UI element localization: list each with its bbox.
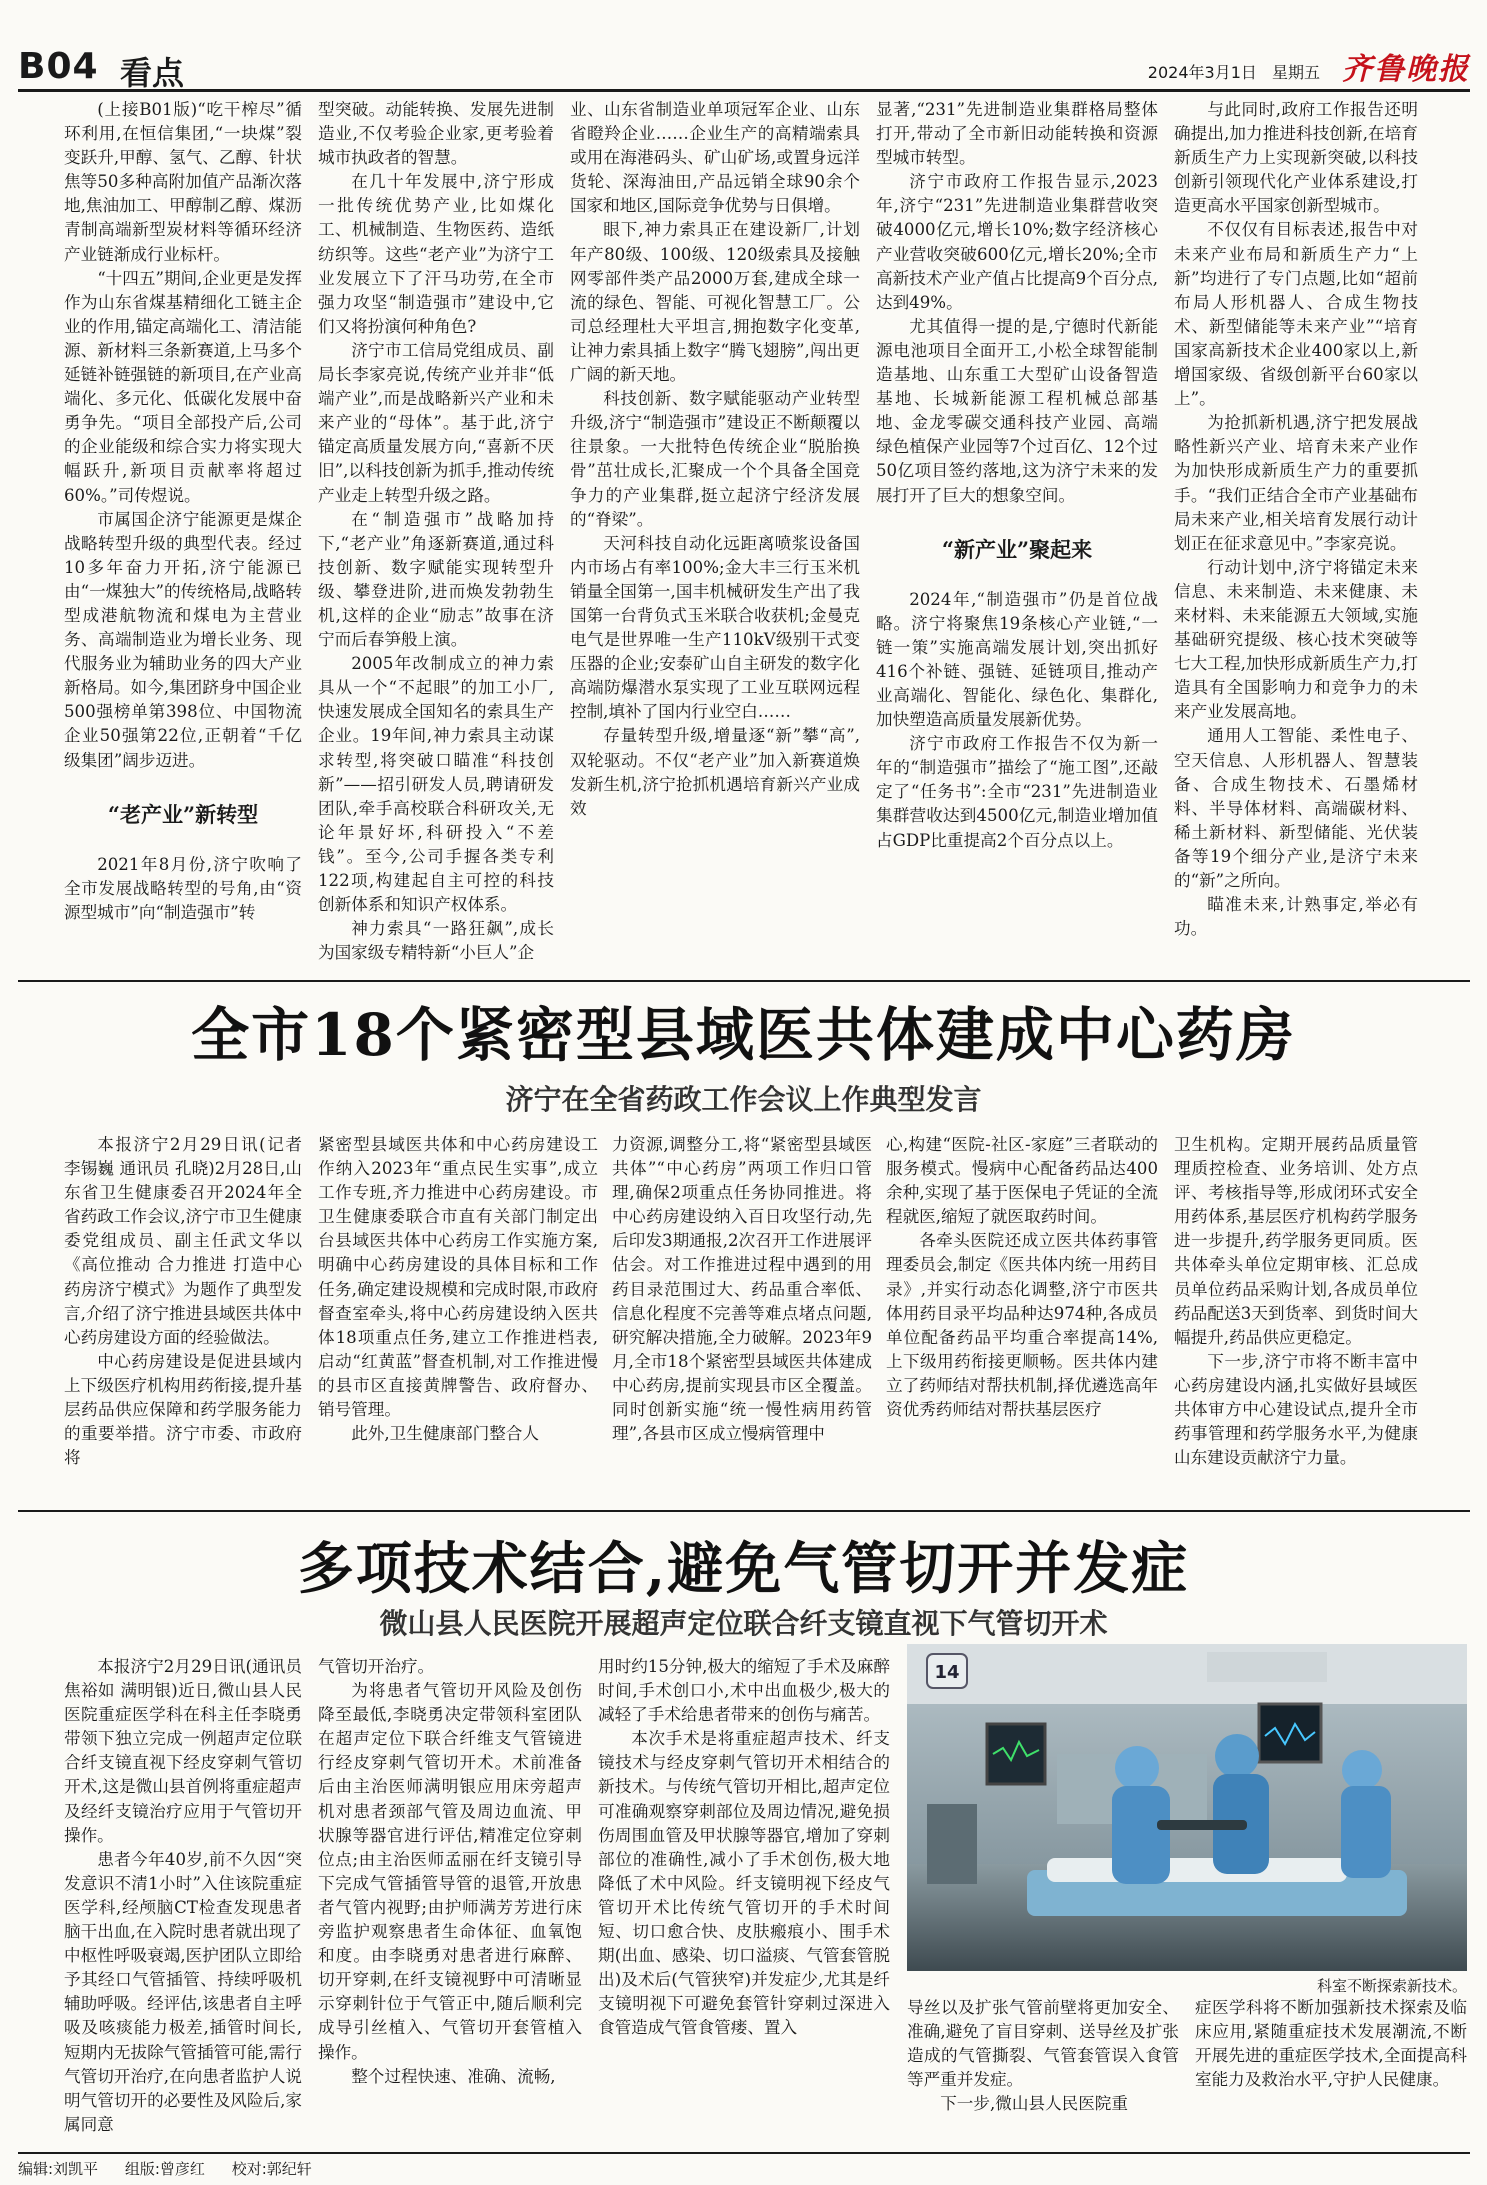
paragraph: 型突破。动能转换、发展先进制造业,不仅考验企业家,更考验着城市执政者的智慧。 <box>318 100 554 168</box>
newspaper-logo: 齐鲁晚报 <box>1342 52 1470 87</box>
paragraph: 2024年,“制造强市”仍是首位战略。济宁将聚焦19条核心产业链,“一链一策”实施高端发展计划,突出抓好416个补链、强链、延链项目,推动产业高端化、智能化、绿色化、集群化,加快塑造高质量发展新优势。 <box>876 589 1158 730</box>
paragraph: 本次手术是将重症超声技术、纤支镜技术与经皮穿刺气管切开术相结合的新技术。与传统气管切开相比,超声定位可准确观察穿刺部位及周边情况,避免损伤周围血管及甲状腺等器官,增加了穿刺部位的准确性,减小了手术创伤,极大地降低了术中风险。纤支镜明视下经皮气管切开术比传统气管切开的手术时间短、切口愈合快、皮肤瘢痕小、围手术期(出血、感染、切口溢痰、气管套管脱出)及术后(气管狭窄)并发症少,尤其是纤支镜明视下可避免套管针穿刺过深进入食管造成气管食管瘘、置入 <box>598 1729 890 2038</box>
page-number: B04 <box>18 46 99 87</box>
paragraph: 气管切开治疗。 <box>318 1657 435 1676</box>
article-headline: 全市18个紧密型县域医共体建成中心药房 <box>191 1001 1296 1069</box>
paragraph: 在“制造强市”战略加持下,“老产业”角逐新赛道,通过科技创新、数字赋能实现转型升级、攀登进阶,进而焕发勃勃生机,这样的企业“励志”故事在济宁而后春笋般上演。 <box>318 509 554 650</box>
footer-credits <box>18 2152 1470 2179</box>
section-divider <box>18 1510 1470 1512</box>
layout-credit: 组版:曾彦红 <box>124 2160 205 2178</box>
dateline <box>1148 60 1320 83</box>
issue-weekday: 星期五 <box>1271 63 1320 82</box>
paragraph: 为将患者气管切开风险及创伤降至最低,李晓勇决定带领科室团队在超声定位下联合纤维支气管镜进行经皮穿刺气管切开术。术前准备后由主治医师满明银应用床旁超声机对患者颈部气管及周边血流、甲状腺等器官进行评估,精准定位穿刺位点;由主治医师孟丽在纤支镜引导下完成气管插管导管的退管,开放患者气管内视野;由护师满芳芳进行床旁监护观察患者生命体征、血氧饱和度。由李晓勇对患者进行麻醉、切开穿刺,在纤支镜视野中可清晰显示穿刺针位于气管正中,随后顺利完成导引丝植入、气管切开套管植入操作。 <box>318 1681 582 2062</box>
article3-col-3 <box>598 1655 890 2145</box>
paragraph: 市属国企济宁能源更是煤企战略转型升级的典型代表。经过10多年奋力开拓,济宁能源已由“一煤独大”的传统格局,战略转型成港航物流和煤电为主营业务、高端制造业为增长业务、现代服务业为辅助业务的四大产业新格局。如今,集团跻身中国企业500强榜单第398位、中国物流企业50强第22位,正朝着“千亿级集团”阔步迈进。 <box>64 509 302 770</box>
paragraph: 本报济宁2月29日讯(记者 李锡巍 通讯员 孔晓)2月28日,山东省卫生健康委召开2024年全省药政工作会议,济宁市卫生健康委党组成员、副主任武文华以《高位推动 合力推进 打造中心药房济宁模式》为题作了典型发言,介绍了济宁推进县域医共体中心药房建设方面的经验做法。 <box>64 1135 302 1347</box>
paragraph: 本报济宁2月29日讯(通讯员 焦裕如 满明银)近日,微山县人民医院重症医学科在科主任李晓勇带领下独立完成一例超声定位联合纤支镜直视下经皮穿刺气管切开术,这是微山县首例将重症超声及经纤支镜治疗应用于气管切开操作。 <box>64 1657 302 1845</box>
paragraph: 患者今年40岁,前不久因“突发意识不清1小时”入住该院重症医学科,经颅脑CT检查发现患者脑干出血,在入院时患者就出现了中枢性呼吸衰竭,医护团队立即给予其经口气管插管、持续呼吸机辅助呼吸。经评估,该患者自主呼吸及咳痰能力极差,插管时间长,短期内无拔除气管插管可能,需行气管切开治疗,在向患者监护人说明气管切开的必要性及风险后,家属同意 <box>64 1849 302 2134</box>
issue-date: 2024年3月1日 <box>1147 63 1257 82</box>
paragraph: 通用人工智能、柔性电子、空天信息、人形机器人、智慧装备、合成生物技术、石墨烯材料、半导体材料、高端碳材料、稀土新材料、新型储能、光伏装备等19个细分产业,是济宁未来的“新”之所向。 <box>1174 726 1418 890</box>
paragraph: 紧密型县域医共体和中心药房建设工作纳入2023年“重点民生实事”,成立工作专班,齐力推进中心药房建设。市卫生健康委联合市直有关部门制定出台县域医共体中心药房工作实施方案,明确中心药房建设的具体目标和工作任务,确定建设规模和完成时限,市政府督查室牵头,将中心药房建设纳入医共体18项重点任务,建立工作推进档表,启动“红黄蓝”督查机制,对工作推进慢的县市区直接黄牌警告、政府督办、销号管理。 <box>318 1135 598 1420</box>
paragraph: 存量转型升级,增量逐“新”攀“高”,双轮驱动。不仅“老产业”加入新赛道焕发新生机,济宁抢抓机遇培育新兴产业成效 <box>570 726 860 818</box>
section-title: 看点 <box>120 54 185 92</box>
paragraph: 在几十年发展中,济宁形成一批传统优势产业,比如煤化工、机械制造、生物医药、造纸纺织等。这些“老产业”为济宁工业发展立下了汗马功劳,在全市强力攻坚“制造强市”建设中,它们又将扮演何种角色? <box>318 172 554 336</box>
paragraph: 此外,卫生健康部门整合人 <box>351 1424 539 1444</box>
paragraph: 力资源,调整分工,将“紧密型县域医共体”“中心药房”两项工作归口管理,确保2项重点任务协同推进。将中心药房建设纳入百日攻坚行动,先后印发3期通报,2次召开工作进展评估会。对工作推进过程中遇到的用药目录范围过大、药品重合率低、信息化程度不完善等难点堵点问题,研究解决措施,全力破解。2023年9月,全市18个紧密型县域医共体建成中心药房,提前实现县市区全覆盖。同时创新实施“统一慢性病用药管理”,各县市区成立慢病管理中 <box>612 1135 872 1444</box>
paragraph: 眼下,神力索具正在建设新厂,计划年产80级、100级、120级索具及接触网零部件类产品2000万套,建成全球一流的绿色、智能、可视化智慧工厂。公司总经理杜大平坦言,拥抱数字化变革,让神力索具插上数字“腾飞翅膀”,闯出更广阔的新天地。 <box>570 220 860 385</box>
surgery-photo <box>907 1644 1467 1971</box>
top-article-col-5 <box>1174 98 1418 978</box>
paragraph: 天河科技自动化远距离喷浆设备国内市场占有率100%;金大丰三行玉米机销量全国第一,国丰机械研发生产出了我国第一台背负式玉米联合收获机;金曼克电气是世界唯一生产110kV级别干式变压器的企业;安泰矿山自主研发的数字化高端防爆潜水泵实现了工业互联网远程控制,填补了国内行业空白…… <box>570 533 860 722</box>
paragraph: “十四五”期间,企业更是发挥作为山东省煤基精细化工链主企业的作用,锚定高端化工、清洁能源、新材料三条新赛道,上马多个延链补链强链的新项目,在产业高端化、多元化、低碳化发展中奋勇争先。“项目全部投产后,公司的企业能级和综合实力将实现大幅跃升,新项目贡献率将超过60%。”司传煜说。 <box>64 268 302 505</box>
masthead <box>18 42 1470 92</box>
paragraph: 科技创新、数字赋能驱动产业转型升级,济宁“制造强市”建设正不断颠覆以往景象。一大批特色传统企业“脱胎换骨”茁壮成长,汇聚成一个个具备全国竞争力的产业集群,挺立起济宁经济发展的“脊梁”。 <box>570 389 860 529</box>
paragraph: 神力索具“一路狂飙”,成长为国家级专精特新“小巨人”企 <box>318 919 554 963</box>
top-article-col-4 <box>876 98 1158 978</box>
paragraph: 为抢抓新机遇,济宁把发展战略性新兴产业、培育未来产业作为加快形成新质生产力的重要抓手。“我们正结合全市产业基础布局未来产业,相关培育发展行动计划正在征求意见中。”李家亮说。 <box>1174 413 1418 553</box>
article2-col-3 <box>612 1133 872 1505</box>
paragraph: 济宁市政府工作报告不仅为新一年的“制造强市”描绘了“施工图”,还敲定了“任务书”:全市“231”先进制造业集群营收达到4500亿元,制造业增加值占GDP比重提高2个百分点以上。 <box>876 734 1158 850</box>
article-subheadline: 微山县人民医院开展超声定位联合纤支镜直视下气管切开术 <box>379 1607 1108 1640</box>
article-subheadline: 济宁在全省药政工作会议上作典型发言 <box>505 1083 982 1116</box>
article-headline: 多项技术结合,避免气管切开并发症 <box>297 1536 1190 1602</box>
top-article-col-2 <box>318 98 554 978</box>
paragraph: 2021年8月份,济宁吹响了全市发展战略转型的号角,由“资源型城市”向“制造强市”转 <box>64 854 302 922</box>
photo-caption: 科室不断探索新技术。 <box>1316 1977 1467 1995</box>
room-number-badge: 14 <box>934 1662 960 1683</box>
paragraph: 尤其值得一提的是,宁德时代新能源电池项目全面开工,小松全球智能制造基地、山东重工大型矿山设备智造基地、长城新能源工程机械总部基地、金龙零碳交通科技产业园、高端绿色植保产业园等7个过百亿、12个过50亿项目签约落地,这为济宁未来的发展打开了巨大的想象空间。 <box>876 316 1158 505</box>
paragraph: 济宁市工信局党组成员、副局长李家亮说,传统产业并非“低端产业”,而是战略新兴产业和未来产业的“母体”。基于此,济宁锚定高质量发展方向,“喜新不厌旧”,以科技创新为抓手,推动传统产业走上转型升级之路。 <box>318 340 554 505</box>
paragraph: 导丝以及扩张气管前壁将更加安全、准确,避免了盲目穿刺、送导丝及扩张造成的气管撕裂、气管套管误入食管等严重并发症。 <box>907 1998 1179 2090</box>
article3-col-5 <box>1195 1996 1467 2146</box>
paragraph: 症医学科将不断加强新技术探索及临床应用,紧随重症技术发展潮流,不断开展先进的重症医学技术,全面提高科室能力及救治水平,守护人民健康。 <box>1195 1998 1467 2090</box>
paragraph: 下一步,微山县人民医院重 <box>940 2094 1128 2114</box>
paragraph: 卫生机构。定期开展药品质量管理质控检查、业务培训、处方点评、考核指导等,形成闭环式安全用药体系,基层医疗机构药学服务进一步提升,药学服务更同质。医共体牵头单位定期审核、汇总成员单位药品采购计划,各成员单位药品配送3天到货率、到货时间大幅提升,药品供应更稳定。 <box>1174 1135 1418 1347</box>
paragraph: 心,构建“医院-社区-家庭”三者联动的服务模式。慢病中心配备药品达400余种,实现了基于医保电子凭证的全流程就医,缩短了就医取药时间。 <box>886 1135 1158 1227</box>
article2-col-2 <box>318 1133 598 1505</box>
paragraph: 与此同时,政府工作报告还明确提出,加力推进科技创新,在培育新质生产力上实现新突破,以科技创新引领现代化产业体系建设,打造更高水平国家创新型城市。 <box>1174 100 1418 216</box>
article2-col-4 <box>886 1133 1158 1505</box>
article3-col-4 <box>907 1996 1179 2146</box>
paragraph: 行动计划中,济宁将锚定未来信息、未来制造、未来健康、未来材料、未来能源五大领域,实施基础研究提级、核心技术突破等七大工程,加快形成新质生产力,打造具有全国影响力和竞争力的未来产业发展高地。 <box>1174 557 1418 722</box>
paragraph: 业、山东省制造业单项冠军企业、山东省瞪羚企业……企业生产的高精端索具或用在海港码头、矿山矿场,或置身远洋货轮、深海油田,产品远销全球90余个国家和地区,国际竞争优势与日俱增。 <box>570 100 860 216</box>
section-divider <box>18 980 1470 982</box>
article3-col-2 <box>318 1655 582 2145</box>
paragraph: 2005年改制成立的神力索具从一个“不起眼”的加工小厂,快速发展成全国知名的索具生产企业。19年间,神力索具主动谋求转型,将突破口瞄准“科技创新”——招引研发人员,聘请研发团队,牵手高校联合科研攻关,无论年景好坏,科研投入“不差钱”。至今,公司手握各类专利122项,构建起自主可控的科技创新体系和知识产权体系。 <box>318 654 554 915</box>
subheading: “老产业”新转型 <box>107 801 259 827</box>
paragraph: 下一步,济宁市将不断丰富中心药房建设内涵,扎实做好县域医共体审方中心建设试点,提升全市药事管理和药学服务水平,为健康山东建设贡献济宁力量。 <box>1174 1351 1418 1468</box>
top-article-col-1 <box>64 98 302 978</box>
editor-credit: 编辑:刘凯平 <box>18 2160 99 2178</box>
top-article-col-3 <box>570 98 860 978</box>
article3-col-1 <box>64 1655 302 2145</box>
paragraph: 中心药房建设是促进县域内上下级医疗机构用药衔接,提升基层药品供应保障和药学服务能力的重要举措。济宁市委、市政府将 <box>64 1351 302 1468</box>
paragraph: 用时约15分钟,极大的缩短了手术及麻醉时间,手术创口小,术中出血极少,极大的减轻了手术给患者带来的创伤与痛苦。 <box>598 1657 890 1725</box>
surgery-photo-illustration <box>907 1644 1467 1971</box>
paragraph: 不仅仅有目标表述,报告中对未来产业布局和新质生产力“上新”均进行了专门点题,比如“超前布局人形机器人、合成生物技术、新型储能等未来产业”“培育国家高新技术企业400家以上,新增国家级、省级创新平台60家以上”。 <box>1174 220 1418 409</box>
paragraph: (上接B01版)“吃干榨尽”循环利用,在恒信集团,“一块煤”裂变跃升,甲醇、氢气、乙醇、针状焦等50多种高附加值产品渐次落地,焦油加工、甲醇制乙醇、煤沥青制高端新型炭材料等循环经济产业链渐成行业标杆。 <box>64 100 302 264</box>
proof-credit: 校对:郭纪轩 <box>231 2160 312 2178</box>
article2-col-5 <box>1174 1133 1418 1505</box>
paragraph: 瞄准未来,计熟事定,举必有功。 <box>1174 895 1418 939</box>
paragraph: 济宁市政府工作报告显示,2023年,济宁“231”先进制造业集群营收突破4000亿元,增长10%;数字经济核心产业营收突破600亿元,增长20%;全市高新技术产业产值占比提高9个百分点,达到49%。 <box>876 172 1158 312</box>
paragraph: 显著,“231”先进制造业集群格局整体打开,带动了全市新旧动能转换和资源型城市转型。 <box>876 100 1158 168</box>
paragraph: 整个过程快速、准确、流畅, <box>351 2066 556 2086</box>
paragraph: 各牵头医院还成立医共体药事管理委员会,制定《医共体内统一用药目录》,并实行动态化调整,济宁市医共体用药目录平均品种达974种,各成员单位配备药品平均重合率提高14%,上下级用药衔接更顺畅。医共体内建立了药师结对帮扶机制,择优遴选高年资优秀药师结对帮扶基层医疗 <box>886 1231 1158 1420</box>
subheading: “新产业”聚起来 <box>941 536 1093 562</box>
article2-col-1 <box>64 1133 302 1505</box>
